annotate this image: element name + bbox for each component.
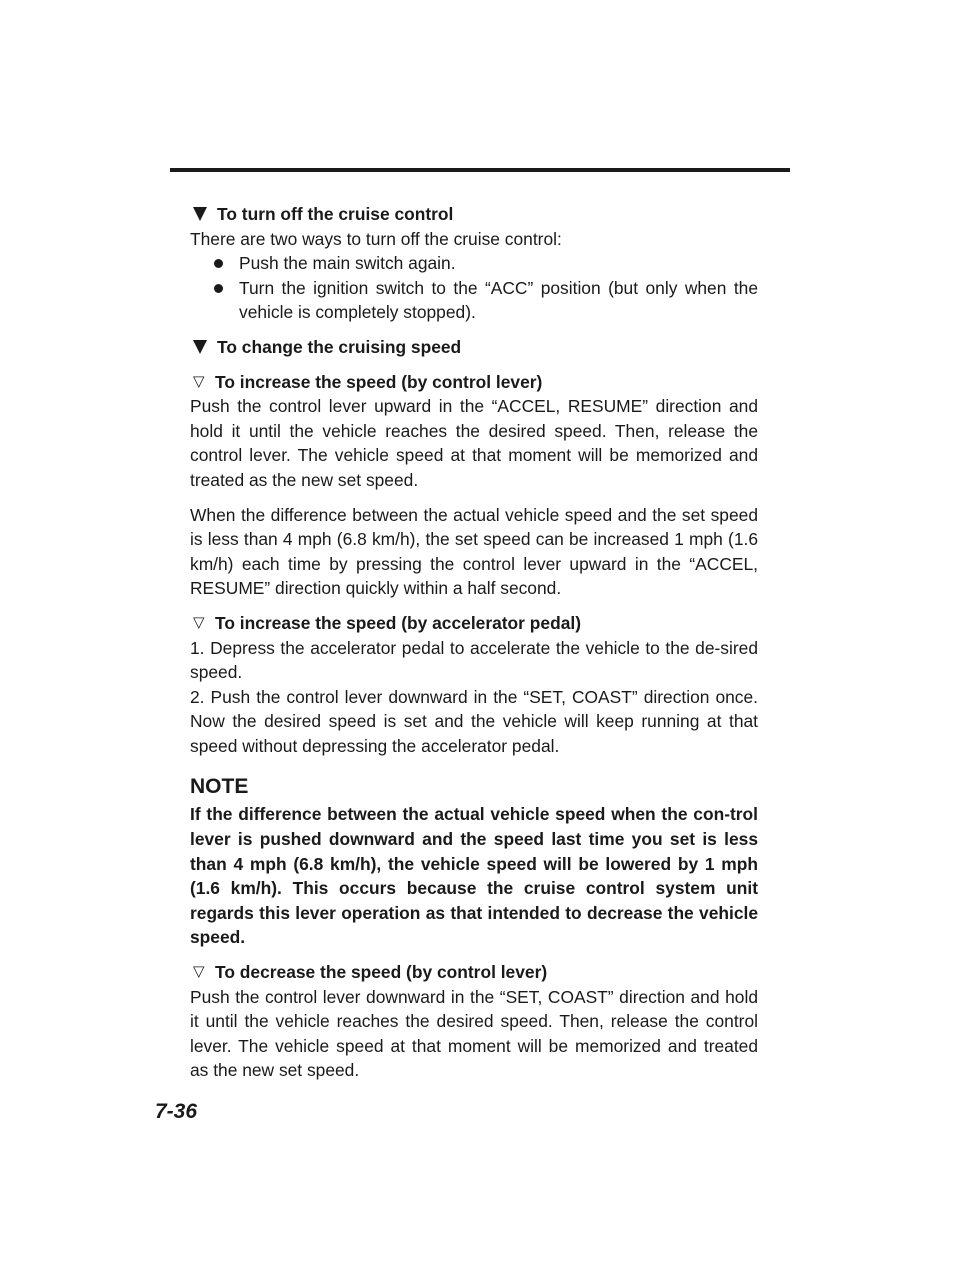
subheading-decrease-lever [190, 960, 758, 985]
subheading-text: To increase the speed (by control lever) [215, 371, 543, 392]
section-heading-text: To turn off the cruise control [217, 204, 454, 224]
open-triangle-marker-icon: ▽ [193, 613, 205, 631]
note-text: If the difference between the actual vehicle speed when the con-trol lever is pushed downward and the speed last time you set is less than 4 mph (6.8 km/h), the vehicle speed will be lowered by 1 mph (1.6 km/h). This occurs because the cruise control system unit regards this lever operation as that intended to decrease the vehicle speed. [190, 804, 758, 948]
step-paragraph: 1. Depress the accelerator pedal to accelerate the vehicle to the de-sired speed. [190, 637, 758, 683]
step-paragraph: 2. Push the control lever downward in the “SET, COAST” direction once. Now the desired speed is set and the vehicle will keep running at that speed without depressing the accelerator pedal. [190, 686, 758, 756]
subheading-increase-lever [190, 370, 758, 395]
body-paragraph: Push the control lever upward in the “ACCEL, RESUME” direction and hold it until the vehicle reaches the desired speed. Then, release the control lever. The vehicle speed at that moment will be memorized and treated as the new set speed. [190, 396, 758, 490]
solid-triangle-marker-icon [193, 207, 207, 221]
list-item-text: Turn the ignition switch to the “ACC” position (but only when the vehicle is completely stopped). [239, 277, 758, 323]
list-item [212, 276, 758, 325]
bullet-dot-icon [214, 284, 223, 293]
bullet-list [190, 251, 758, 325]
body-paragraph: Push the control lever downward in the “SET, COAST” direction and hold it until the vehicle reaches the desired speed. Then, release the control lever. The vehicle speed at that moment will be memorized and treated as the new set speed. [190, 986, 758, 1081]
solid-triangle-marker-icon [193, 340, 207, 354]
page-number: 7-36 [155, 1100, 198, 1123]
subheading-increase-pedal [190, 611, 758, 636]
open-triangle-marker-icon: ▽ [193, 372, 205, 390]
manual-content [190, 202, 758, 1083]
section-heading-change-speed [190, 335, 758, 360]
section-heading-text: To change the cruising speed [217, 336, 462, 357]
list-item-text: Push the main switch again. [239, 253, 456, 274]
body-paragraph: When the difference between the actual vehicle speed and the set speed is less than 4 mph (6.8 km/h), the set speed can be increased 1 mph (1.6 km/h) each time by pressing the control lever upward in the “ACCEL, RESUME” direction quickly within a half second. [190, 504, 758, 599]
note-title: NOTE [190, 775, 249, 799]
subheading-text: To decrease the speed (by control lever) [215, 962, 548, 983]
intro-paragraph: There are two ways to turn off the cruise control: [190, 228, 562, 249]
list-item [212, 251, 758, 276]
bullet-dot-icon [214, 259, 223, 268]
section-heading-turn-off [190, 202, 758, 227]
open-triangle-marker-icon: ▽ [193, 963, 205, 981]
top-rule [170, 168, 790, 172]
subheading-text: To increase the speed (by accelerator pedal) [215, 612, 581, 633]
